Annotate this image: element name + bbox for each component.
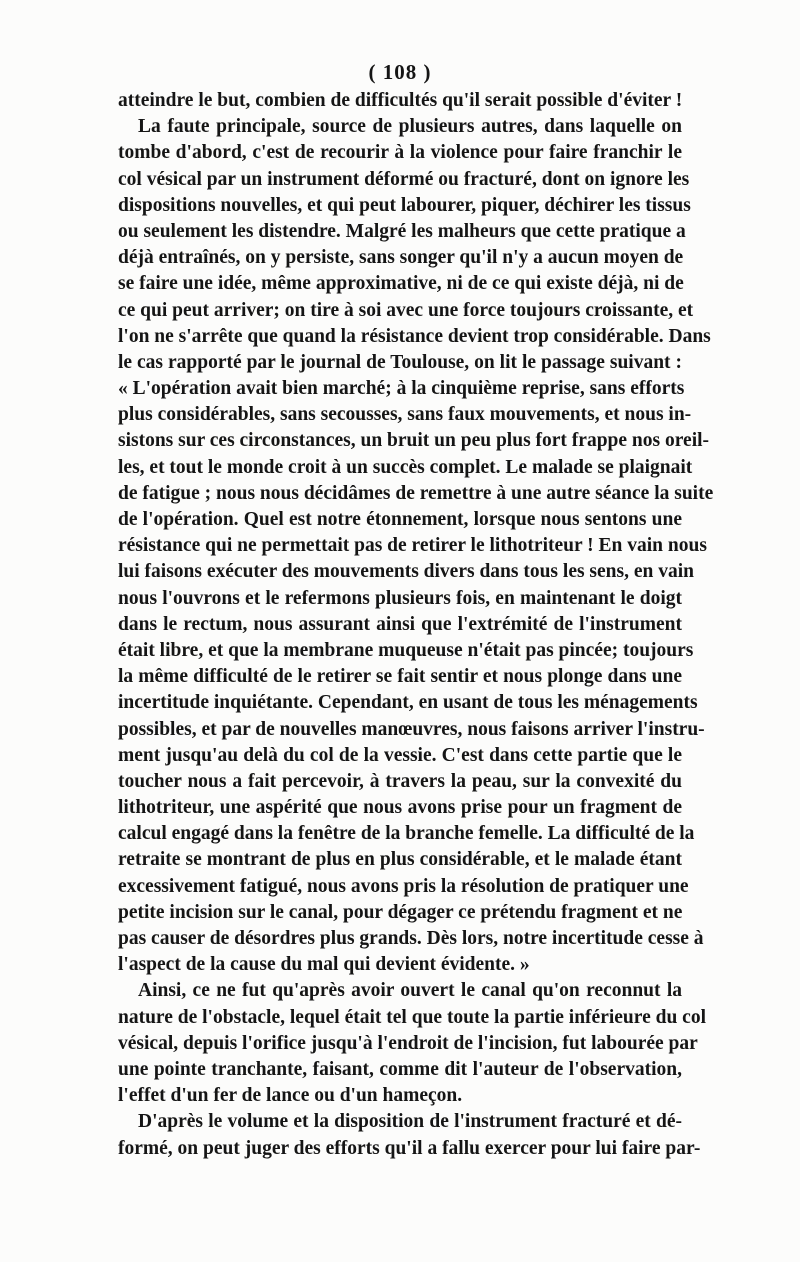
text-line: calcul engagé dans la fenêtre de la branche femelle. La difficulté de la: [118, 823, 695, 845]
text-line: résistance qui ne permettait pas de retirer le lithotriteur ! En vain nous: [118, 535, 707, 557]
text-line: La faute principale, source de plusieurs autres, dans laquelle on: [138, 116, 682, 138]
text-line: excessivement fatigué, nous avons pris la résolution de pratiquer une: [118, 875, 689, 897]
text-line: « L'opération avait bien marché; à la cinquième reprise, sans efforts: [118, 378, 685, 400]
text-line: Ainsi, ce ne fut qu'après avoir ouvert le canal qu'on reconnut la: [138, 980, 682, 1002]
text-line: vésical, depuis l'orifice jusqu'à l'endroit de l'incision, fut labourée par: [118, 1032, 698, 1054]
text-line: toucher nous a fait percevoir, à travers la peau, sur la convexité du: [118, 770, 682, 792]
text-line: les, et tout le monde croit à un succès complet. Le malade se plaignait: [118, 456, 693, 478]
text-line: lui faisons exécuter des mouvements divers dans tous les sens, en vain: [118, 561, 695, 583]
text-line: ment jusqu'au delà du col de la vessie. C'est dans cette partie que le: [118, 744, 682, 766]
text-line: dispositions nouvelles, et qui peut labourer, piquer, déchirer les tissus: [118, 194, 691, 216]
text-line: possibles, et par de nouvelles manœuvres, nous faisons arriver l'instru-: [118, 718, 705, 740]
text-line: ou seulement les distendre. Malgré les malheurs que cette pratique a: [118, 220, 686, 242]
text-line: sistons sur ces circonstances, un bruit un peu plus fort frappe nos oreil-: [118, 430, 710, 452]
page-number: ( 108 ): [368, 60, 432, 84]
text-line: nature de l'obstacle, lequel était tel que toute la partie inférieure du col: [118, 1006, 706, 1028]
text-line: nous l'ouvrons et le refermons plusieurs fois, en maintenant le doigt: [118, 587, 682, 609]
text-line: l'effet d'un fer de lance ou d'un hameçon.: [118, 1085, 463, 1107]
text-line: de l'opération. Quel est notre étonnement, lorsque nous sentons une: [118, 509, 682, 530]
text-line: plus considérables, sans secousses, sans faux mouvements, et nous in-: [118, 404, 692, 426]
text-line: atteindre le but, combien de difficultés qu'il serait possible d'éviter !: [118, 90, 683, 111]
text-line: l'on ne s'arrête que quand la résistance devient trop considérable. Dans: [118, 325, 711, 347]
text-line: col vésical par un instrument déformé ou fracturé, dont on ignore les: [118, 168, 690, 190]
text-line: retraite se montrant de plus en plus considérable, et le malade étant: [118, 849, 682, 871]
body-text: [118, 88, 714, 1162]
text-line: l'aspect de la cause du mal qui devient évidente. »: [118, 954, 530, 976]
text-line: incertitude inquiétante. Cependant, en usant de tous les ménagements: [118, 692, 698, 714]
text-line: formé, on peut juger des efforts qu'il a fallu exercer pour lui faire par-: [118, 1137, 701, 1159]
text-line: ce qui peut arriver; on tire à soi avec une force toujours croissante, et: [118, 299, 694, 321]
text-line: le cas rapporté par le journal de Toulouse, on lit le passage suivant :: [118, 351, 682, 373]
text-line: se faire une idée, même approximative, ni de ce qui existe déjà, ni de: [118, 273, 684, 295]
text-line: la même difficulté de le retirer se fait sentir et nous plonge dans une: [118, 666, 682, 688]
text-line: lithotriteur, une aspérité que nous avons prise pour un fragment de: [118, 797, 682, 819]
text-line: tombe d'abord, c'est de recourir à la violence pour faire franchir le: [118, 142, 682, 164]
text-line: était libre, et que la membrane muqueuse n'était pas pincée; toujours: [118, 639, 694, 661]
text-line: D'après le volume et la disposition de l'instrument fracturé et dé-: [138, 1111, 682, 1133]
text-line: petite incision sur le canal, pour dégager ce prétendu fragment et ne: [118, 901, 683, 923]
text-line: de fatigue ; nous nous décidâmes de remettre à une autre séance la suite: [118, 482, 714, 504]
text-line: une pointe tranchante, faisant, comme dit l'auteur de l'observation,: [118, 1058, 682, 1080]
text-line: dans le rectum, nous assurant ainsi que l'extrémité de l'instrument: [118, 613, 682, 635]
text-line: pas causer de désordres plus grands. Dès lors, notre incertitude cesse à: [118, 928, 704, 949]
text-line: déjà entraînés, on y persiste, sans songer qu'il n'y a aucun moyen de: [118, 247, 684, 269]
